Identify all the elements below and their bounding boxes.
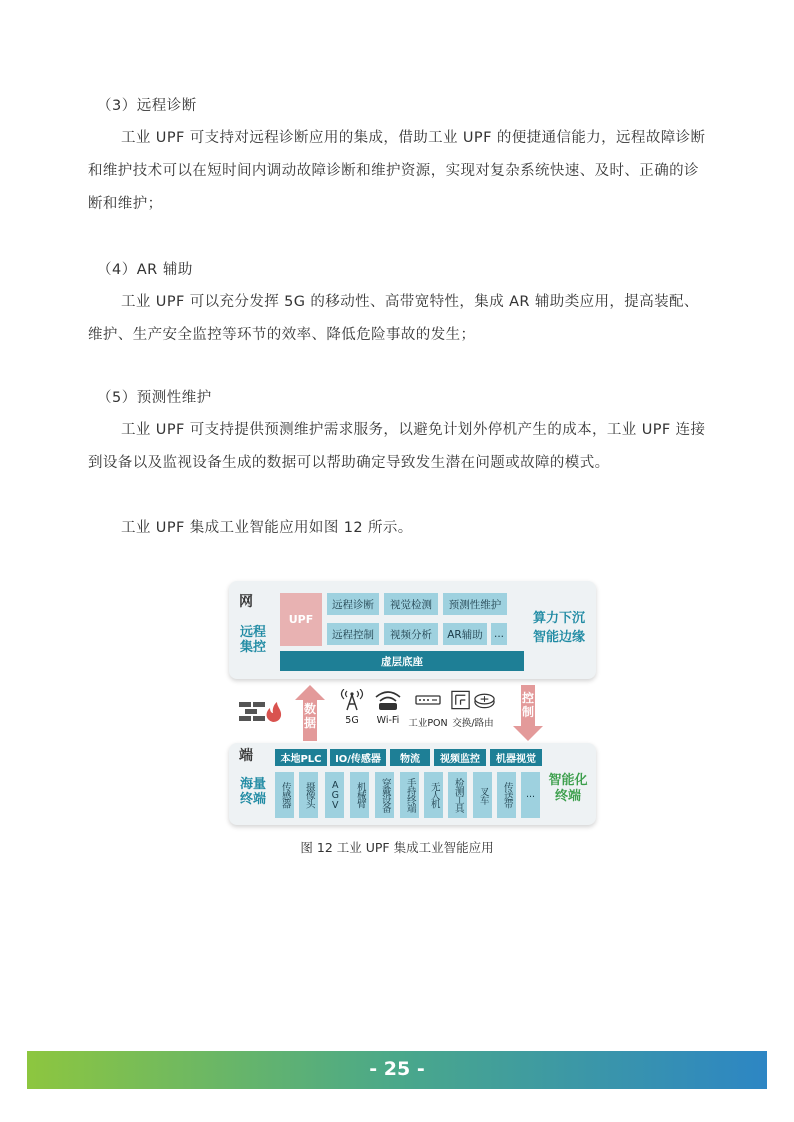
category-video-monitor: 视频监控: [434, 749, 486, 766]
access-pon: [405, 689, 451, 729]
app-video-analysis: 视频分析: [384, 623, 438, 645]
footer-bar: [27, 1051, 767, 1089]
app-remote-control: 远程控制: [327, 623, 379, 645]
section-title-remote-diagnosis: （3）远程诊断: [97, 98, 197, 114]
control-arrow-label: 控制: [521, 691, 534, 719]
app-visual-inspection: 视觉检测: [384, 593, 438, 615]
data-arrow-label: 数据: [303, 702, 316, 730]
page-number: - 25 -: [369, 1058, 425, 1080]
category-machine-vision: 机器视觉: [490, 749, 542, 766]
terminal-side-label: 海量终端: [239, 777, 266, 807]
terminal-title: 端: [239, 748, 253, 764]
access-label-wifi: Wi-Fi: [376, 715, 400, 726]
device-wearable: 穿戴设备: [375, 772, 394, 818]
network-right-label-1: 算力下沉: [532, 611, 585, 626]
network-title: 网: [239, 594, 253, 610]
device-drone: 无人机: [424, 772, 443, 818]
device-more: ...: [521, 772, 540, 818]
app-predictive-maintenance: 预测性维护: [443, 593, 507, 615]
device-camera: 摄像头: [299, 772, 318, 818]
access-label-5g: 5G: [345, 715, 359, 726]
pon-icon: [405, 689, 451, 711]
network-panel: [229, 581, 596, 679]
device-inspection-tool: 检测工具: [448, 772, 467, 818]
device-conveyor: 传送带: [497, 772, 516, 818]
section-body-remote-diagnosis: 工业 UPF 可支持对远程诊断应用的集成，借助工业 UPF 的便捷通信能力，远程故障诊断和维护技术可以在短时间内调动故障诊断和维护资源，实现对复杂系统快速、及时、正确的诊断和维护；: [88, 130, 706, 212]
network-right-label-2: 智能边缘: [532, 630, 585, 645]
terminal-panel: [229, 743, 596, 825]
section-body-predictive-maintenance: 工业 UPF 可支持提供预测维护需求服务，以避免计划外停机产生的成本，工业 UPF 连接到设备以及监视设备生成的数据可以帮助确定导致发生潜在问题或故障的模式。: [88, 422, 706, 471]
device-robot-arm: 机械臂: [350, 772, 369, 818]
base-platform-bar: 虚层底座: [280, 651, 524, 671]
control-down-arrow: [513, 685, 543, 741]
device-forklift: 叉车: [473, 772, 492, 818]
access-label-switch: 交换/路由: [452, 718, 494, 729]
category-io-sensor: IO/传感器: [330, 749, 386, 766]
figure-12-diagram: [229, 581, 596, 825]
app-remote-diagnosis: 远程诊断: [327, 593, 379, 615]
section-body-ar-assist: 工业 UPF 可以充分发挥 5G 的移动性、高带宽特性，集成 AR 辅助类应用，提高装配、维护、生产安全监控等环节的效率、降低危险事故的发生；: [88, 294, 699, 343]
switch-icon: [450, 689, 496, 711]
section-title-predictive-maintenance: （5）预测性维护: [97, 390, 212, 406]
app-more: ...: [491, 623, 507, 645]
data-up-arrow: [295, 685, 325, 741]
figure-intro: 工业 UPF 集成工业智能应用如图 12 所示。: [121, 520, 413, 536]
figure-caption: 图 12 工业 UPF 集成工业智能应用: [300, 840, 494, 855]
category-logistics: 物流: [390, 749, 430, 766]
network-side-label: 远程集控: [239, 625, 266, 655]
terminal-right-label: 智能化终端: [548, 773, 588, 804]
upf-box: UPF: [280, 593, 322, 646]
access-row: [229, 679, 596, 743]
category-local-plc: 本地PLC: [275, 749, 327, 766]
access-label-pon: 工业PON: [408, 718, 448, 729]
section-title-ar-assist: （4）AR 辅助: [97, 262, 193, 278]
device-handheld: 手持终端: [400, 772, 419, 818]
app-ar-assist: AR辅助: [443, 623, 487, 645]
firewall-icon: [239, 701, 283, 723]
device-agv: AGV: [325, 772, 344, 818]
device-sensor: 传感器: [275, 772, 294, 818]
access-switch: [450, 689, 496, 729]
